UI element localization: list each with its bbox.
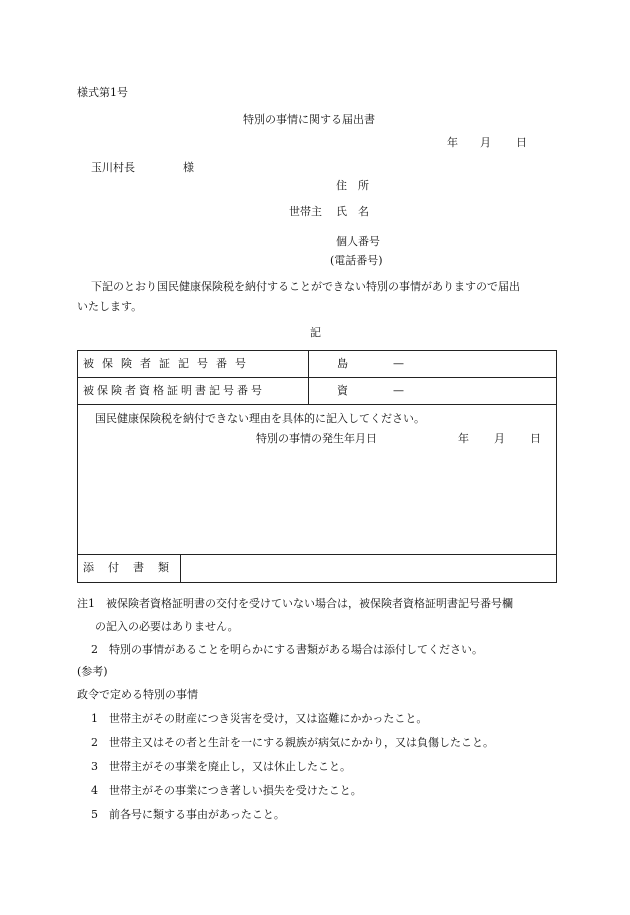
table-column-divider — [308, 350, 309, 404]
occurrence-year: 年 — [458, 432, 469, 445]
insurance-card-number-label: 被保険者証記号番号 — [83, 357, 254, 370]
occurrence-date-label: 特別の事情の発生年月日 — [256, 432, 377, 445]
reference-item: 1 世帯主がその財産につき災害を受け，又は盗難にかかったこと。 — [91, 712, 428, 725]
qualification-cert-number-label: 被保険者資格証明書記号番号 — [83, 384, 265, 397]
occurrence-month: 月 — [494, 432, 505, 445]
reference-item: 4 世帯主がその事業につき著しい損失を受けたこと。 — [91, 784, 362, 797]
reference-item: 5 前各号に類する事由があったこと。 — [91, 808, 285, 821]
reference-item: 2 世帯主又はその者と生計を一にする親族が病気にかかり，又は負傷したこと。 — [91, 736, 494, 749]
table-divider — [77, 554, 557, 555]
attachments-label: 添付書類 — [83, 561, 183, 574]
document-title: 特別の事情に関する届出書 — [243, 113, 375, 126]
date-day: 日 — [516, 136, 527, 149]
note-1-line-1: 注1 被保険者資格証明書の交付を受けていない場合は，被保険者資格証明書記号番号欄 — [77, 597, 513, 610]
date-year: 年 — [447, 136, 458, 149]
intro-line-1: 下記のとおり国民健康保険税を納付することができない特別の事情がありますので届出 — [91, 280, 520, 293]
reference-item: 3 世帯主がその事業を廃止し，又は休止したこと。 — [91, 760, 351, 773]
occurrence-day: 日 — [530, 432, 541, 445]
table-divider — [77, 377, 557, 378]
address-label: 住 所 — [336, 179, 369, 192]
insurance-card-dash: — — [393, 357, 404, 370]
addressee-name: 玉川村長 — [91, 161, 135, 174]
intro-line-2: いたします。 — [77, 300, 143, 313]
household-head-label: 世帯主 — [289, 205, 322, 218]
note-1-line-2: の記入の必要はありません。 — [95, 620, 239, 633]
personal-number-label: 個人番号 — [336, 235, 380, 248]
reference-label: (参考) — [77, 665, 108, 678]
qualification-cert-dash: — — [393, 384, 404, 397]
insurance-card-prefix: 島 — [337, 357, 348, 370]
addressee-honorific: 様 — [183, 161, 194, 174]
reference-heading: 政令で定める特別の事情 — [77, 688, 198, 701]
form-number: 様式第1号 — [77, 86, 128, 99]
name-label: 氏 名 — [336, 205, 369, 218]
note-2: 2 特別の事情があることを明らかにする書類がある場合は添付してください。 — [91, 643, 483, 656]
reason-prompt: 国民健康保険税を納付できない理由を具体的に記入してください。 — [95, 412, 425, 425]
qualification-cert-prefix: 資 — [337, 384, 348, 397]
table-divider — [77, 404, 557, 405]
date-month: 月 — [480, 136, 491, 149]
phone-label: (電話番号) — [330, 254, 383, 267]
ki-heading: 記 — [310, 326, 321, 339]
